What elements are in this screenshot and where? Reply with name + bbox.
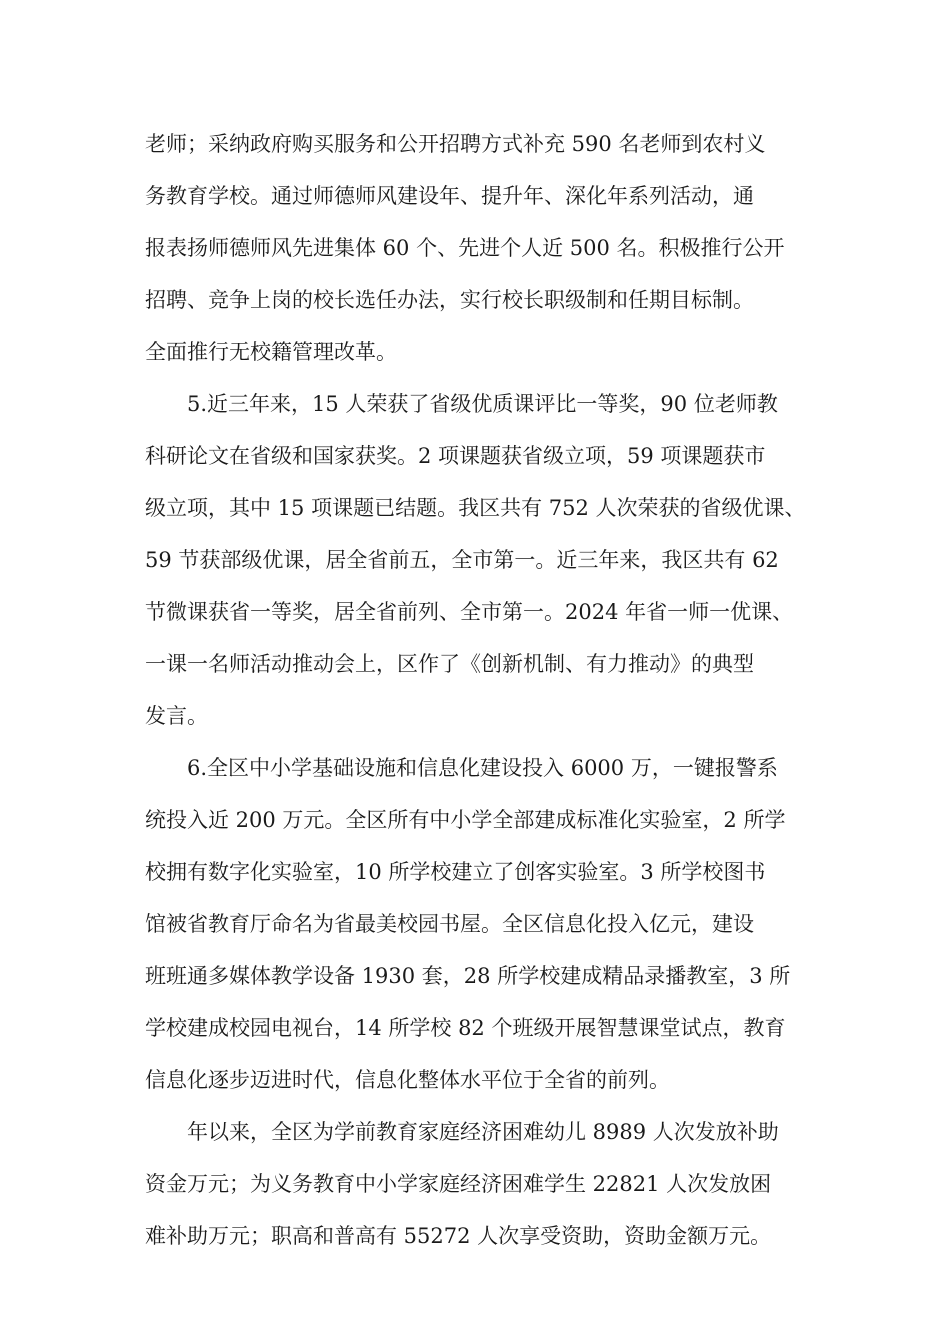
body-text: [145, 118, 810, 1262]
text-line: 59 节获部级优课，居全省前五，全市第一。近三年来，我区共有 62: [145, 548, 779, 572]
text-line: 级立项，其中 15 项课题已结题。我区共有 752 人次荣获的省级优课、: [145, 496, 806, 520]
text-line: 科研论文在省级和国家获奖。2 项课题获省级立项，59 项课题获市: [145, 444, 766, 468]
text-line: 5.近三年来，15 人荣获了省级优质课评比一等奖，90 位老师教: [145, 392, 778, 416]
text-line: 报表扬师德师风先进集体 60 个、先进个人近 500 名。积极推行公开: [145, 236, 785, 260]
text-line: 6.全区中小学基础设施和信息化建设投入 6000 万，一键报警系: [145, 756, 778, 780]
text-line: 年以来，全区为学前教育家庭经济困难幼儿 8989 人次发放补助: [145, 1120, 779, 1144]
text-line: 统投入近 200 万元。全区所有中小学全部建成标准化实验室，2 所学: [145, 808, 786, 832]
text-line: 难补助万元；职高和普高有 55272 人次享受资助，资助金额万元。: [145, 1224, 772, 1248]
text-line: 信息化逐步迈进时代，信息化整体水平位于全省的前列。: [145, 1068, 670, 1092]
text-line: 发言。: [145, 704, 208, 728]
text-line: 馆被省教育厅命名为省最美校园书屋。全区信息化投入亿元，建设: [145, 912, 754, 936]
text-line: 学校建成校园电视台，14 所学校 82 个班级开展智慧课堂试点，教育: [145, 1016, 786, 1040]
text-line: 招聘、竞争上岗的校长选任办法，实行校长职级制和任期目标制。: [145, 288, 754, 312]
text-line: 资金万元；为义务教育中小学家庭经济困难学生 22821 人次发放困: [145, 1172, 772, 1196]
text-line: 校拥有数字化实验室，10 所学校建立了创客实验室。3 所学校图书: [145, 860, 766, 884]
text-line: 一课一名师活动推动会上，区作了《创新机制、有力推动》的典型: [145, 652, 754, 676]
text-line: 务教育学校。通过师德师风建设年、提升年、深化年系列活动，通: [145, 184, 754, 208]
text-line: 全面推行无校籍管理改革。: [145, 340, 397, 364]
text-line: 节微课获省一等奖，居全省前列、全市第一。2024 年省一师一优课、: [145, 600, 794, 624]
text-line: 老师；采纳政府购买服务和公开招聘方式补充 590 名老师到农村义: [145, 132, 766, 156]
text-line: 班班通多媒体教学设备 1930 套，28 所学校建成精品录播教室，3 所: [145, 964, 791, 988]
